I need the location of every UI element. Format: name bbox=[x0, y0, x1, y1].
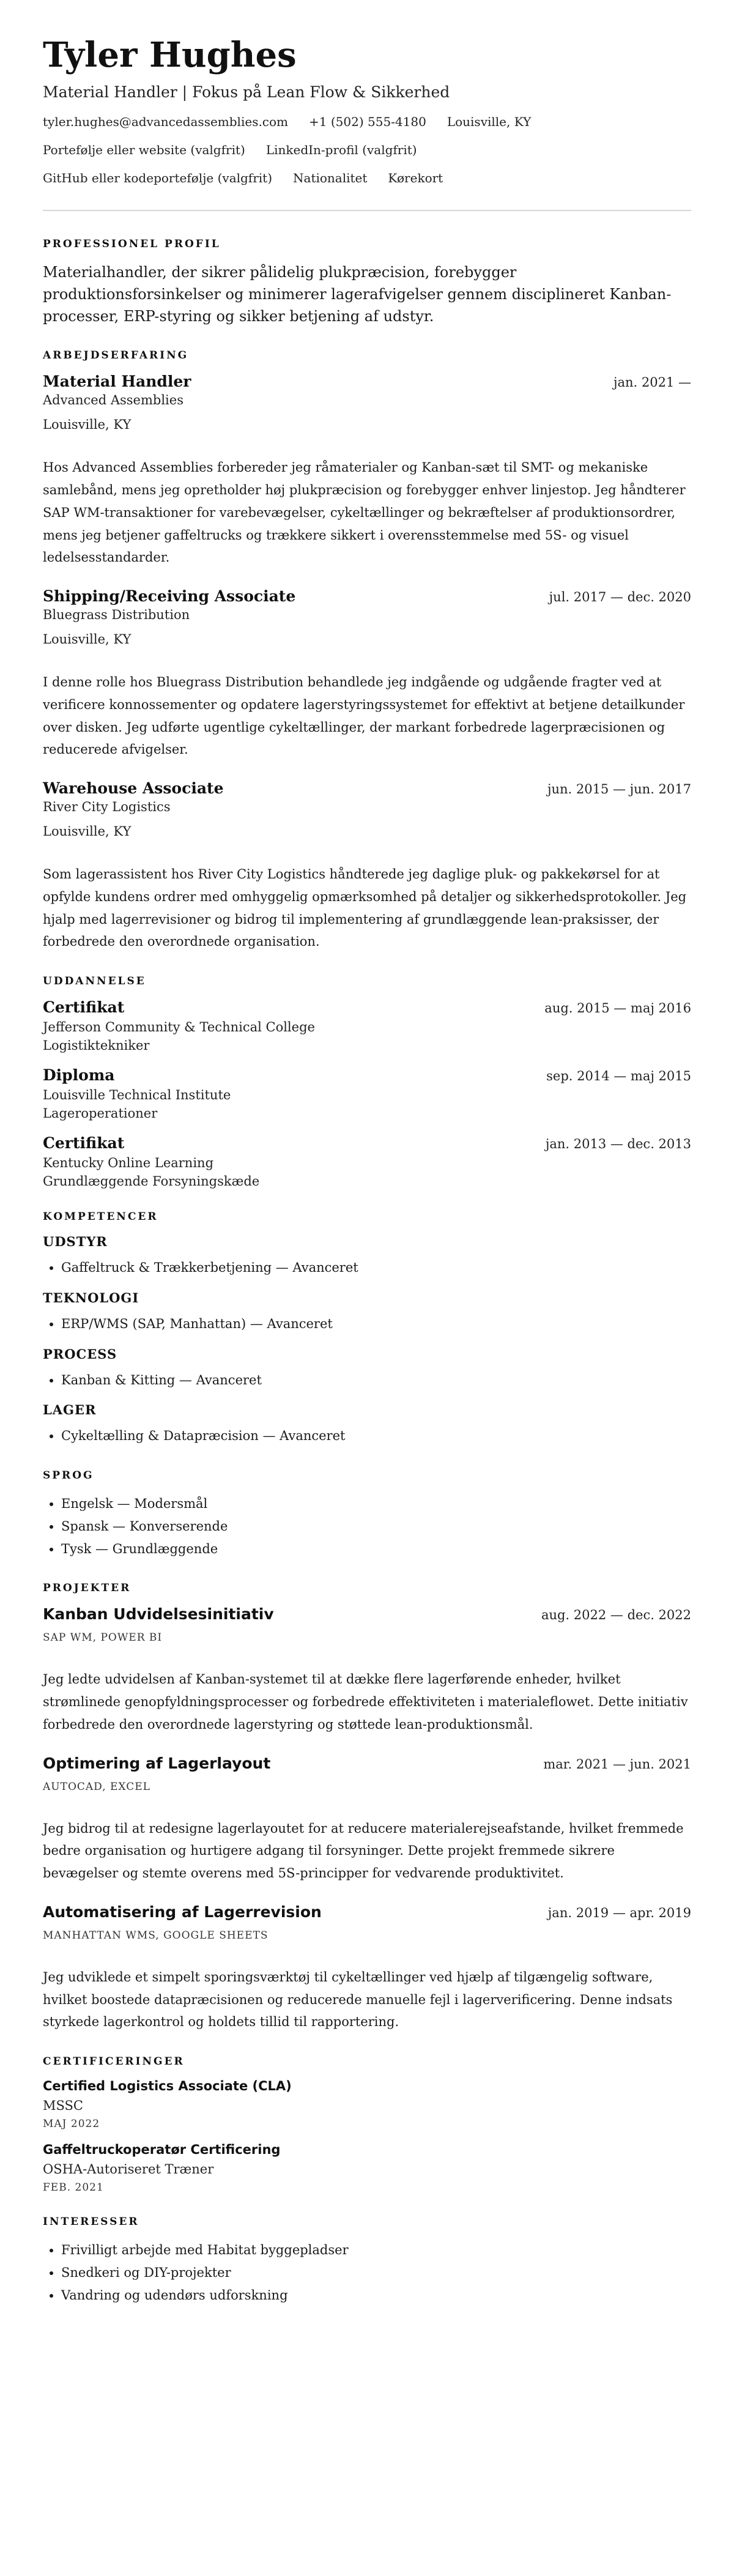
education-dates: aug. 2015 — maj 2016 bbox=[544, 1001, 691, 1016]
candidate-name: Tyler Hughes bbox=[43, 35, 297, 75]
job-title: Material Handler bbox=[43, 373, 191, 391]
portfolio-link[interactable]: Portefølje eller website (valgfrit) bbox=[43, 143, 245, 158]
skill-list bbox=[43, 1313, 691, 1335]
degree-title: Certifikat bbox=[43, 998, 125, 1017]
contact-extra bbox=[43, 171, 691, 185]
experience-section bbox=[43, 349, 691, 953]
school-name: Kentucky Online Learning bbox=[43, 1156, 214, 1171]
profile-text: Materialhandler, der sikrer pålidelig plukpræcision, forebygger produktionsforsinkelser og minimerer lagerafvigelser gennem disciplineret Kanban-processer, ERP-styring og sikker betjening af udstyr. bbox=[43, 264, 672, 325]
job-location: Louisville, KY bbox=[43, 417, 132, 432]
certification-name: Certified Logistics Associate (CLA) bbox=[43, 2079, 292, 2094]
job-company: Bluegrass Distribution bbox=[43, 607, 190, 623]
skill-list bbox=[43, 1425, 691, 1447]
job-title: Shipping/Receiving Associate bbox=[43, 587, 296, 606]
certification-entry bbox=[43, 2079, 691, 2130]
header-divider bbox=[43, 210, 691, 211]
job-company: Advanced Assemblies bbox=[43, 393, 184, 408]
job-description: Hos Advanced Assemblies forbereder jeg råmaterialer og Kanban-sæt til SMT- og mekaniske samlebånd, mens jeg opretholder høj plukpræcision og forebygger enhver linjestop. Jeg håndterer SAP WM-transaktioner for varebevægelser, cykeltællinger og bekræftelser af produktionsordrer, mens jeg betjener gaffeltrucks og trækkere sikkert i overensstemmelse med 5S- og visuel ledelsesstandarder. bbox=[43, 460, 686, 565]
project-name: Optimering af Lagerlayout bbox=[43, 1754, 271, 1772]
skill-item: • ERP/WMS (SAP, Manhattan) — Avanceret bbox=[61, 1313, 691, 1335]
contact-info bbox=[43, 114, 691, 129]
project-tech: SAP WM, POWER BI bbox=[43, 1631, 163, 1644]
interest-item: • Snedkeri og DIY-projekter bbox=[61, 2262, 691, 2284]
interests-heading: INTERESSER bbox=[43, 2216, 139, 2229]
language-item: • Spansk — Konverserende bbox=[61, 1515, 691, 1538]
education-dates: jan. 2013 — dec. 2013 bbox=[545, 1137, 691, 1152]
education-entry bbox=[43, 1134, 691, 1189]
field-of-study: Logistiktekniker bbox=[43, 1038, 150, 1053]
nationality: Nationalitet bbox=[293, 171, 368, 186]
job-title: Warehouse Associate bbox=[43, 779, 224, 798]
skill-item: • Gaffeltruck & Trækkerbetjening — Avanceret bbox=[61, 1256, 691, 1279]
field-of-study: Grundlæggende Forsyningskæde bbox=[43, 1174, 260, 1189]
certification-date: MAJ 2022 bbox=[43, 2118, 100, 2131]
certification-issuer: MSSC bbox=[43, 2098, 83, 2114]
project-description: Jeg ledte udvidelsen af Kanban-systemet til at dække flere lagerførende enheder, hvilket strømlinede genopfyldningsprocesser og forbedrede effektiviteten i materialeflowet. Dette initiativ forbedrede den overordnede lagerstyring og støttede lean-produktionsmål. bbox=[43, 1672, 688, 1732]
project-tech: AUTOCAD, EXCEL bbox=[43, 1780, 150, 1793]
skill-group bbox=[43, 1234, 691, 1279]
languages-heading: SPROG bbox=[43, 1469, 94, 1482]
skill-category: UDSTYR bbox=[43, 1234, 108, 1250]
project-dates: aug. 2022 — dec. 2022 bbox=[541, 1608, 691, 1623]
interest-item: • Frivilligt arbejde med Habitat byggepladser bbox=[61, 2239, 691, 2262]
certifications-heading: CERTIFICERINGER bbox=[43, 2055, 185, 2068]
project-entry bbox=[43, 1605, 691, 1735]
school-name: Louisville Technical Institute bbox=[43, 1088, 231, 1103]
project-description: Jeg udviklede et simpelt sporingsværktøj til cykeltællinger ved hjælp af tilgængelig software, hvilket boostede datapræcisionen og reducerede manuelle fejl i lagerverificering. Denne indsats styrkede lagerkontrol og holdets tillid til rapportering. bbox=[43, 1969, 673, 2030]
language-list bbox=[43, 1493, 691, 1560]
interests-section bbox=[43, 2216, 691, 2306]
experience-entry bbox=[43, 373, 691, 569]
education-section bbox=[43, 975, 691, 1189]
contact-phone[interactable]: +1 (502) 555-4180 bbox=[309, 114, 426, 130]
drivers-license: Kørekort bbox=[388, 171, 443, 186]
job-location: Louisville, KY bbox=[43, 632, 132, 647]
field-of-study: Lageroperationer bbox=[43, 1106, 158, 1121]
project-entry bbox=[43, 1754, 691, 1885]
resume-header bbox=[43, 35, 691, 185]
skill-category: PROCESS bbox=[43, 1346, 117, 1362]
education-dates: sep. 2014 — maj 2015 bbox=[546, 1069, 691, 1084]
skill-item: • Cykeltælling & Datapræcision — Avanceret bbox=[61, 1425, 691, 1447]
contact-links bbox=[43, 143, 691, 157]
experience-entry bbox=[43, 587, 691, 761]
job-dates: jul. 2017 — dec. 2020 bbox=[549, 590, 691, 605]
job-dates: jan. 2021 — bbox=[613, 375, 691, 390]
interest-list bbox=[43, 2239, 691, 2306]
certification-date: FEB. 2021 bbox=[43, 2181, 104, 2194]
skills-section bbox=[43, 1211, 691, 1447]
skill-group bbox=[43, 1402, 691, 1447]
degree-title: Certifikat bbox=[43, 1134, 125, 1153]
projects-heading: PROJEKTER bbox=[43, 1582, 132, 1595]
job-description: Som lagerassistent hos River City Logistics håndterede jeg daglige pluk- og pakkekørsel for at opfylde kundens ordrer med omhyggelig opmærksomhed på detaljer og sikkerhedsprotokoller. Jeg hjalp med lagerrevisioner og bidrog til implementering af grundlæggende lean-praksisser, der forbedrede den overordnede organisation. bbox=[43, 867, 687, 949]
education-entry bbox=[43, 1066, 691, 1121]
certification-issuer: OSHA-Autoriseret Træner bbox=[43, 2162, 214, 2177]
project-dates: mar. 2021 — jun. 2021 bbox=[543, 1756, 691, 1772]
certification-name: Gaffeltruckoperatør Certificering bbox=[43, 2142, 281, 2158]
education-entry bbox=[43, 998, 691, 1053]
contact-location: Louisville, KY bbox=[447, 114, 532, 130]
languages-section bbox=[43, 1469, 691, 1560]
project-dates: jan. 2019 — apr. 2019 bbox=[547, 1905, 691, 1920]
experience-entry bbox=[43, 779, 691, 953]
skill-list bbox=[43, 1256, 691, 1279]
skill-category: LAGER bbox=[43, 1402, 97, 1418]
degree-title: Diploma bbox=[43, 1066, 115, 1085]
github-link[interactable]: GitHub eller kodeportefølje (valgfrit) bbox=[43, 171, 273, 186]
contact-email[interactable]: tyler.hughes@advancedassemblies.com bbox=[43, 114, 289, 130]
language-item: • Engelsk — Modersmål bbox=[61, 1493, 691, 1515]
certifications-section bbox=[43, 2055, 691, 2194]
projects-section bbox=[43, 1582, 691, 2033]
project-description: Jeg bidrog til at redesigne lagerlayoutet for at reducere materialerejseafstande, hvilket fremmede bedre organisation og hurtigere adgang til forsyninger. Dette projekt fremmede sikrere bevægelser og stemte overens med 5S-principper for vedvarende produktivitet. bbox=[43, 1821, 684, 1881]
language-item: • Tysk — Grundlæggende bbox=[61, 1538, 691, 1561]
skill-category: TEKNOLOGI bbox=[43, 1290, 139, 1305]
profile-heading: PROFESSIONEL PROFIL bbox=[43, 238, 221, 251]
linkedin-link[interactable]: LinkedIn-profil (valgfrit) bbox=[265, 143, 417, 158]
skill-group bbox=[43, 1346, 691, 1392]
candidate-headline: Material Handler | Fokus på Lean Flow & Sikkerhed bbox=[43, 83, 450, 102]
project-name: Automatisering af Lagerrevision bbox=[43, 1902, 322, 1921]
certification-entry bbox=[43, 2142, 691, 2194]
project-entry bbox=[43, 1903, 691, 2033]
job-location: Louisville, KY bbox=[43, 824, 132, 839]
interest-item: • Vandring og udendørs udforskning bbox=[61, 2284, 691, 2307]
job-company: River City Logistics bbox=[43, 800, 171, 815]
experience-heading: ARBEJDSERFARING bbox=[43, 349, 189, 362]
project-tech: MANHATTAN WMS, GOOGLE SHEETS bbox=[43, 1929, 269, 1942]
profile-section bbox=[43, 238, 691, 327]
skills-heading: KOMPETENCER bbox=[43, 1211, 158, 1223]
skill-list bbox=[43, 1369, 691, 1392]
education-heading: UDDANNELSE bbox=[43, 975, 146, 988]
job-dates: jun. 2015 — jun. 2017 bbox=[547, 782, 691, 797]
job-description: I denne rolle hos Bluegrass Distribution behandlede jeg indgående og udgående fragter ved at verificere konnossementer og opdatere lagerstyringssystemet for effektivt at betjene detailkunder over disken. Jeg udførte ugentlige cykeltællinger, der markant forbedrede lagerpræcisionen og reducerede afvigelser. bbox=[43, 675, 685, 757]
school-name: Jefferson Community & Technical College bbox=[43, 1020, 315, 1035]
skill-group bbox=[43, 1290, 691, 1335]
skill-item: • Kanban & Kitting — Avanceret bbox=[61, 1369, 691, 1392]
project-name: Kanban Udvidelsesinitiativ bbox=[43, 1605, 274, 1624]
